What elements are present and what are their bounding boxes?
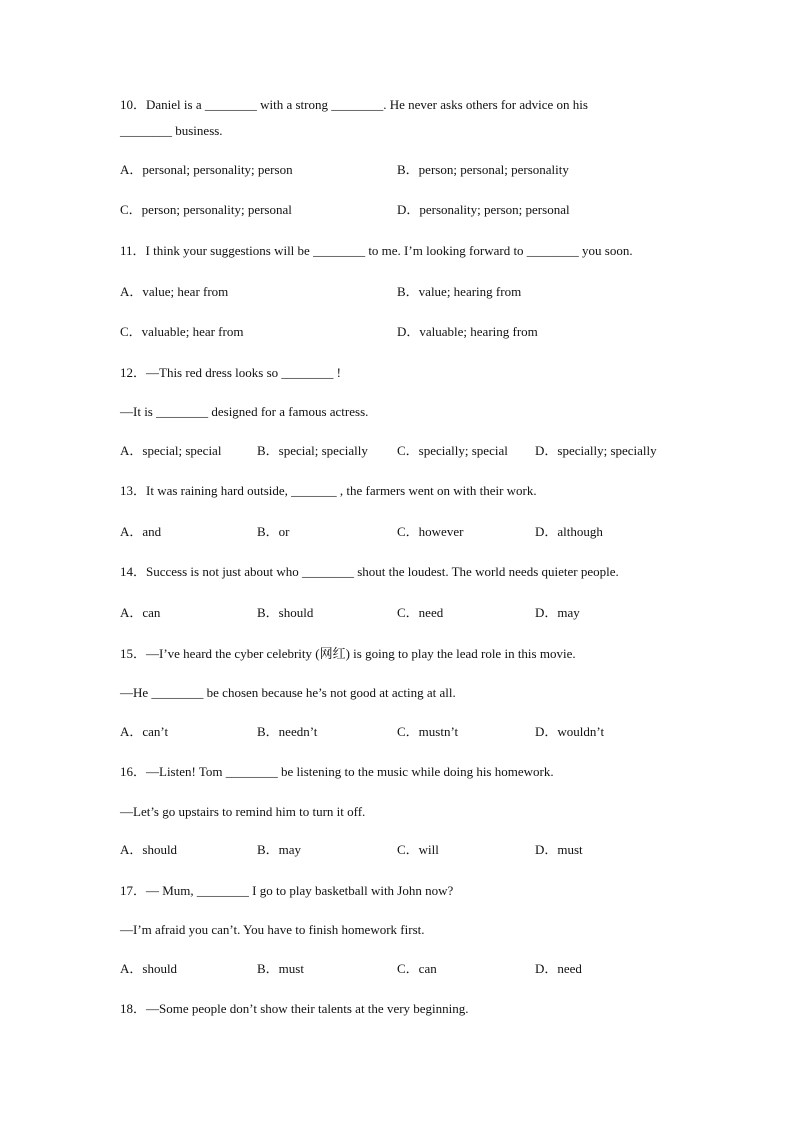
question-12-stem-reply: —It is ________ designed for a famous actress. xyxy=(120,404,369,419)
question-10-stem: 10．Daniel is a ________ with a strong ________. He never asks others for advice on his xyxy=(120,97,588,112)
question-10-option-c: C．person; personality; personal xyxy=(120,202,292,217)
question-10-option-a: A．personal; personality; person xyxy=(120,162,293,177)
question-11-stem: 11．I think your suggestions will be ________ to me. I’m looking forward to ________ you soon. xyxy=(120,243,633,258)
question-17-option-a: A．should xyxy=(120,961,178,976)
question-14-option-d: D．may xyxy=(535,605,580,620)
question-16-stem: 16．—Listen! Tom ________ be listening to the music while doing his homework. xyxy=(120,764,554,779)
question-17-option-d: D．need xyxy=(535,961,582,976)
question-14-option-a: A．can xyxy=(120,605,161,620)
question-18-stem: 18．—Some people don’t show their talents at the very beginning. xyxy=(120,1001,469,1016)
question-14-option-b: B．should xyxy=(257,605,314,620)
question-16-option-a: A．should xyxy=(120,842,178,857)
question-12-option-c: C．specially; special xyxy=(397,443,508,458)
question-15-stem: 15．—I’ve heard the cyber celebrity (网红) is going to play the lead role in this movie. xyxy=(120,646,576,661)
question-11-option-d: D．valuable; hearing from xyxy=(397,324,538,339)
question-16-option-c: C．will xyxy=(397,842,439,857)
question-17-stem: 17．— Mum, ________ I go to play basketball with John now? xyxy=(120,883,454,898)
question-12-option-a: A．special; special xyxy=(120,443,222,458)
question-13-option-b: B．or xyxy=(257,524,290,539)
question-13-option-d: D．although xyxy=(535,524,603,539)
question-11-option-c: C．valuable; hear from xyxy=(120,324,244,339)
question-17-option-b: B．must xyxy=(257,961,304,976)
question-10-stem-cont: ________ business. xyxy=(120,123,223,138)
question-17-stem-reply: —I’m afraid you can’t. You have to finish homework first. xyxy=(120,922,425,937)
question-11-option-a: A．value; hear from xyxy=(120,284,229,299)
question-11-option-b: B．value; hearing from xyxy=(397,284,522,299)
question-14-stem: 14．Success is not just about who ________ shout the loudest. The world needs quieter people. xyxy=(120,564,619,579)
question-10-option-d: D．personality; person; personal xyxy=(397,202,570,217)
question-15-option-b: B．needn’t xyxy=(257,724,318,739)
question-16-stem-reply: —Let’s go upstairs to remind him to turn it off. xyxy=(120,804,366,819)
question-16-option-d: D．must xyxy=(535,842,583,857)
question-15-option-a: A．can’t xyxy=(120,724,169,739)
question-15-option-d: D．wouldn’t xyxy=(535,724,605,739)
question-13-option-c: C．however xyxy=(397,524,464,539)
question-10-option-b: B．person; personal; personality xyxy=(397,162,569,177)
question-12-stem: 12．—This red dress looks so ________ ! xyxy=(120,365,341,380)
question-12-option-b: B．special; specially xyxy=(257,443,368,458)
question-12-option-d: D．specially; specially xyxy=(535,443,657,458)
question-13-stem: 13．It was raining hard outside, _______ , the farmers went on with their work. xyxy=(120,483,537,498)
question-15-option-c: C．mustn’t xyxy=(397,724,459,739)
question-17-option-c: C．can xyxy=(397,961,437,976)
question-16-option-b: B．may xyxy=(257,842,302,857)
question-14-option-c: C．need xyxy=(397,605,444,620)
question-15-stem-reply: —He ________ be chosen because he’s not good at acting at all. xyxy=(120,685,456,700)
question-13-option-a: A．and xyxy=(120,524,162,539)
